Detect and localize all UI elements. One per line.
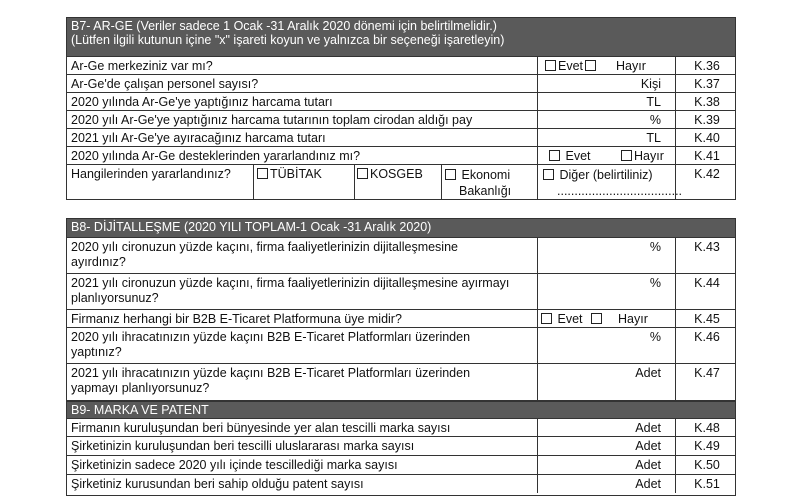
table-row	[67, 56, 735, 74]
no-checkbox[interactable]	[585, 60, 596, 71]
question-text: 2021 yılı ihracatınızın yüzde kaçını B2B E-Ticaret Platformları üzerinden yapmayı planlıyorsunuz?	[71, 366, 471, 395]
question-text: Firmanın kuruluşundan beri bünyesinde yer alan tescilli marka sayısı	[71, 421, 451, 435]
question-text: 2020 yılı Ar-Ge'ye yaptığınız harcama tutarının toplam cirodan aldığı pay	[71, 113, 473, 127]
question-text: Ar-Ge'de çalışan personel sayısı?	[71, 77, 259, 91]
question-text: 2020 yılı cironuzun yüzde kaçını, firma faaliyetlerinizin dijitalleşmesine ayırdınız?	[71, 240, 458, 269]
no-option	[621, 149, 664, 163]
question-code: K.47	[694, 366, 720, 380]
question-code: K.40	[694, 131, 720, 145]
section-b8	[66, 218, 736, 401]
question-text: Şirketinizin kuruluşundan beri tescilli uluslararası marka sayısı	[71, 439, 415, 453]
table-row	[67, 237, 735, 273]
table-row	[67, 309, 735, 327]
no-label: Hayır	[634, 149, 664, 163]
tubitak-checkbox[interactable]	[257, 168, 268, 179]
question-text: Hangilerinden yararlandınız?	[71, 167, 231, 181]
no-checkbox[interactable]	[591, 313, 602, 324]
code-divider	[675, 147, 676, 164]
code-divider	[675, 238, 676, 273]
section-title: B9- MARKA VE PATENT	[67, 401, 735, 418]
section-header	[67, 18, 735, 56]
yes-checkbox[interactable]	[549, 150, 560, 161]
section-title: B8- DİJİTALLEŞME (2020 YILI TOPLAM-1 Ocak -31 Aralık 2020)	[67, 219, 735, 237]
no-option: Hayır	[591, 312, 648, 326]
question-text: Ar-Ge merkeziniz var mı?	[71, 59, 213, 73]
yes-checkbox[interactable]	[545, 60, 556, 71]
table-row	[67, 418, 735, 436]
question-code: K.50	[694, 458, 720, 472]
unit-label: Adet	[635, 477, 661, 491]
table-row	[67, 474, 735, 493]
unit-label: Adet	[635, 366, 661, 380]
yes-label: Evet	[558, 59, 584, 73]
table-row	[67, 74, 735, 92]
code-divider	[675, 93, 676, 110]
diger-checkbox[interactable]	[543, 169, 554, 180]
code-divider	[675, 475, 676, 493]
unit-label: %	[649, 330, 661, 344]
cell-divider	[441, 165, 442, 199]
code-divider	[675, 111, 676, 128]
table-row	[67, 436, 735, 455]
table-row	[67, 327, 735, 363]
cell-divider	[253, 165, 254, 199]
question-code: K.42	[694, 167, 720, 181]
question-code: K.44	[694, 276, 720, 290]
question-code: K.37	[694, 77, 720, 91]
section-b9	[66, 401, 736, 496]
question-text: 2021 yılı cironuzun yüzde kaçını, firma faaliyetlerinizin dijitalleşmesine ayırmayı planlıyorsunuz?	[71, 276, 510, 305]
code-divider	[675, 364, 676, 400]
yes-option: Evet	[541, 312, 583, 326]
question-text: 2020 yılı ihracatınızın yüzde kaçını B2B E-Ticaret Platformları üzerinden yaptınız?	[71, 330, 471, 359]
yes-option	[545, 59, 583, 73]
section-b7	[66, 17, 736, 200]
question-code: K.51	[694, 477, 720, 491]
question-text: 2021 yılı Ar-Ge'ye ayıracağınız harcama tutarı	[71, 131, 326, 145]
option-diger: Diğer (belirtiliniz) ....................................	[543, 167, 682, 199]
code-divider	[675, 310, 676, 327]
unit-label: TL	[646, 131, 661, 145]
option-tubitak: TÜBİTAK	[257, 167, 322, 181]
question-code: K.48	[694, 421, 720, 435]
unit-label: %	[649, 113, 661, 127]
code-divider	[675, 456, 676, 474]
table-row	[67, 363, 735, 400]
section-title: B7- AR-GE (Veriler sadece 1 Ocak -31 Aralık 2020 dönemi için belirtilmelidir.)	[71, 19, 497, 33]
question-text: Firmanız herhangi bir B2B E-Ticaret Platformuna üye midir?	[71, 312, 402, 326]
question-code: K.49	[694, 439, 720, 453]
table-row	[67, 92, 735, 110]
unit-label: TL	[646, 95, 661, 109]
option-ekonomi: Ekonomi Bakanlığı	[445, 167, 511, 199]
table-row	[67, 128, 735, 146]
cell-divider	[354, 165, 355, 199]
question-code: K.39	[694, 113, 720, 127]
option-kosgeb: KOSGEB	[357, 167, 423, 181]
unit-label: %	[649, 240, 661, 254]
question-text: Şirketinizin sadece 2020 yılı içinde tescillediği marka sayısı	[71, 458, 398, 472]
table-row	[67, 273, 735, 309]
table-row	[67, 146, 735, 164]
no-label: Hayır	[616, 59, 646, 73]
code-divider	[675, 437, 676, 455]
table-row	[67, 164, 735, 199]
unit-label: Kişi	[640, 77, 661, 91]
table-row	[67, 110, 735, 128]
code-divider	[675, 274, 676, 309]
question-text: 2020 yılında Ar-Ge'ye yaptığınız harcama tutarı	[71, 95, 333, 109]
code-divider	[675, 57, 676, 74]
unit-label: Adet	[635, 458, 661, 472]
section-subtitle: (Lütfen ilgili kutunun içine "x" işareti koyun ve yalnızca bir seçeneği işaretleyin)	[71, 33, 505, 47]
no-checkbox[interactable]	[621, 150, 632, 161]
code-divider	[675, 129, 676, 146]
table-row	[67, 455, 735, 474]
unit-label: Adet	[635, 439, 661, 453]
question-code: K.45	[694, 312, 720, 326]
kosgeb-checkbox[interactable]	[357, 168, 368, 179]
no-option	[585, 59, 646, 73]
question-text: 2020 yılında Ar-Ge desteklerinden yararlandınız mı?	[71, 149, 361, 163]
question-code: K.43	[694, 240, 720, 254]
question-code: K.38	[694, 95, 720, 109]
question-code: K.46	[694, 330, 720, 344]
yes-option	[549, 149, 591, 163]
question-code: K.41	[694, 149, 720, 163]
code-divider	[675, 75, 676, 92]
yes-checkbox[interactable]	[541, 313, 552, 324]
question-code: K.36	[694, 59, 720, 73]
ekonomi-checkbox[interactable]	[445, 169, 456, 180]
yes-label: Evet	[565, 149, 591, 163]
code-divider	[675, 328, 676, 363]
unit-label: Adet	[635, 421, 661, 435]
question-text: Şirketiniz kurusundan beri sahip olduğu patent sayısı	[71, 477, 364, 491]
code-divider	[675, 419, 676, 436]
unit-label: %	[649, 276, 661, 290]
